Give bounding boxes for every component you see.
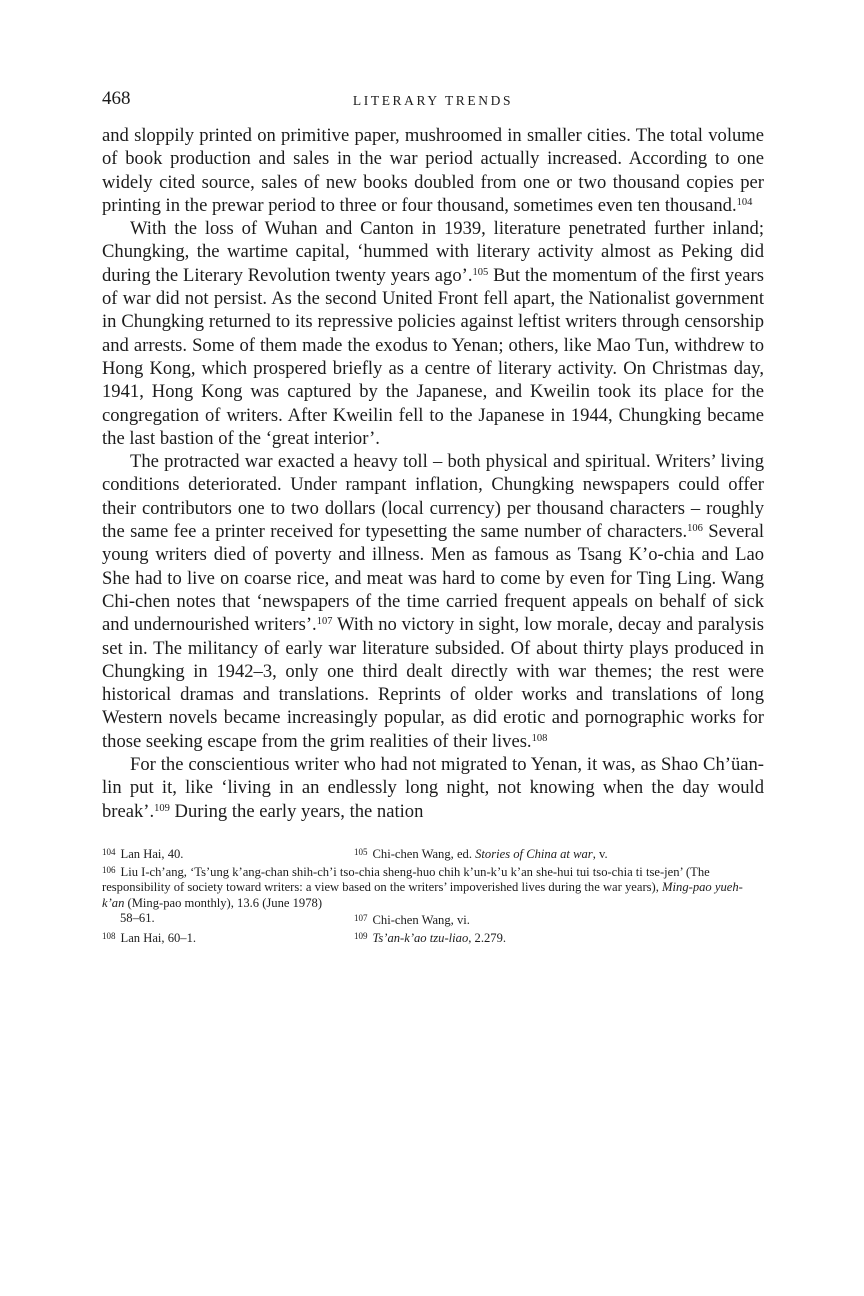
footnote-106: $^{106}$ Liu I-ch’ang, ‘Ts’ung k’ang-chan shih-ch’i tso-chia sheng-huo chih k’un-k’u k’an she-hui tui tso-chia ti tse-jen’ (The responsibility of society toward writers: a view based on the writers’ impoverished lives during the war years), Ming-pao yueh-k’an (Ming-pao monthly), 13.6 (June 1978) <box>102 864 743 910</box>
running-head: LITERARY TRENDS <box>352 93 514 108</box>
footnote-108: $^{108}$ Lan Hai, 60–1. <box>102 930 197 945</box>
book-page <box>102 88 764 946</box>
footnote-row-1 <box>102 845 764 863</box>
paragraph-4-text-a: For the conscientious writer who had not migrated to Yenan, it was, as Shao Ch’üan-lin put it, like ‘living in an endlessly long night, not knowing when the day would break’. <box>102 754 764 822</box>
paragraph-3 <box>102 450 764 753</box>
paragraph-2-text-a: With the loss of Wuhan and Canton in 1939, literature penetrated further inland; Chungking, the wartime capital, ‘hummed with literary activity almost as Peking did during the Literary Revolution twenty years ago’. <box>102 218 764 286</box>
footnote-row-3 <box>102 929 764 947</box>
footnote-ref-109: 109 <box>154 802 170 814</box>
paragraph-3-text-b: Several young writers died of poverty and illness. Men as famous as Tsang K’o-chia and Lao She had to live on coarse rice, and meat was hard to come by even for Ting Ling. Wang Chi-chen notes that ‘newspapers of the time carried frequent appeals on behalf of sick and undernourished writers’. <box>102 521 764 636</box>
paragraph-1-text: and sloppily printed on primitive paper, mushroomed in smaller cities. The total volume of book production and sales in the war period actually increased. According to one widely cited source, sales of new books doubled from one or two thousand copies per printing in the prewar period to three or four thousand, sometimes even ten thousand. <box>102 125 764 216</box>
paragraph-2-text-b: But the momentum of the first years of war did not persist. As the second United Front fell apart, the Nationalist government in Chungking returned to its repressive policies against leftist writers through censorship and arrests. Some of them made the exodus to Yenan; others, like Mao Tun, withdrew to Hong Kong, which prospered briefly as a centre of literary activity. On Christmas day, 1941, Hong Kong was captured by the Japanese, and Kweilin took its place for the congregation of writers. After Kweilin fell to the Japanese in 1944, Chungking became the last bastion of the ‘great interior’. <box>102 264 764 449</box>
footnote-ref-105: 105 <box>472 266 489 278</box>
page-number: 468 <box>102 88 131 109</box>
paragraph-4-text-b: During the early years, the nation <box>169 800 424 822</box>
body-text <box>102 124 764 823</box>
paragraph-1 <box>102 124 764 217</box>
footnote-ref-107: 107 <box>316 616 333 628</box>
footnote-109: $^{109}$ Ts’an-k’ao tzu-liao, 2.279. <box>354 930 507 945</box>
footnote-107: $^{107}$ Chi-chen Wang, vi. <box>354 913 470 928</box>
paragraph-3-text-a: The protracted war exacted a heavy toll – both physical and spiritual. Writers’ living conditions deteriorated. Under rampant inflation, Chungking newspapers could offer their contributors one to two dollars (local currency) per thousand characters – roughly the same fee a printer received for typesetting the same number of characters. <box>102 451 764 543</box>
footnote-106-pages: 58–61. <box>120 911 155 926</box>
paragraph-2 <box>102 217 764 450</box>
paragraph-3-text-c: With no victory in sight, low morale, decay and paralysis set in. The militancy of early war literature subsided. Of about thirty plays produced in Chungking in 1942–3, only one third dealt directly with war themes; the rest were historical dramas and translations. Reprints of older works and translations of long Western novels became increasingly popular, as did erotic and pornographic works for those seeking escape from the grim realities of their lives. <box>102 614 764 752</box>
paragraph-4 <box>102 753 764 823</box>
page-header <box>102 88 764 116</box>
footnote-105: $^{105}$ Chi-chen Wang, ed. Stories of China at war, v. <box>354 846 608 861</box>
footnote-ref-108: 108 <box>531 732 548 744</box>
footnote-ref-104: 104 <box>736 196 753 208</box>
footnote-row-2 <box>102 911 764 929</box>
footnote-104: $^{104}$ Lan Hai, 40. <box>102 846 184 861</box>
footnote-ref-106: 106 <box>687 523 703 535</box>
footnotes <box>102 845 764 947</box>
